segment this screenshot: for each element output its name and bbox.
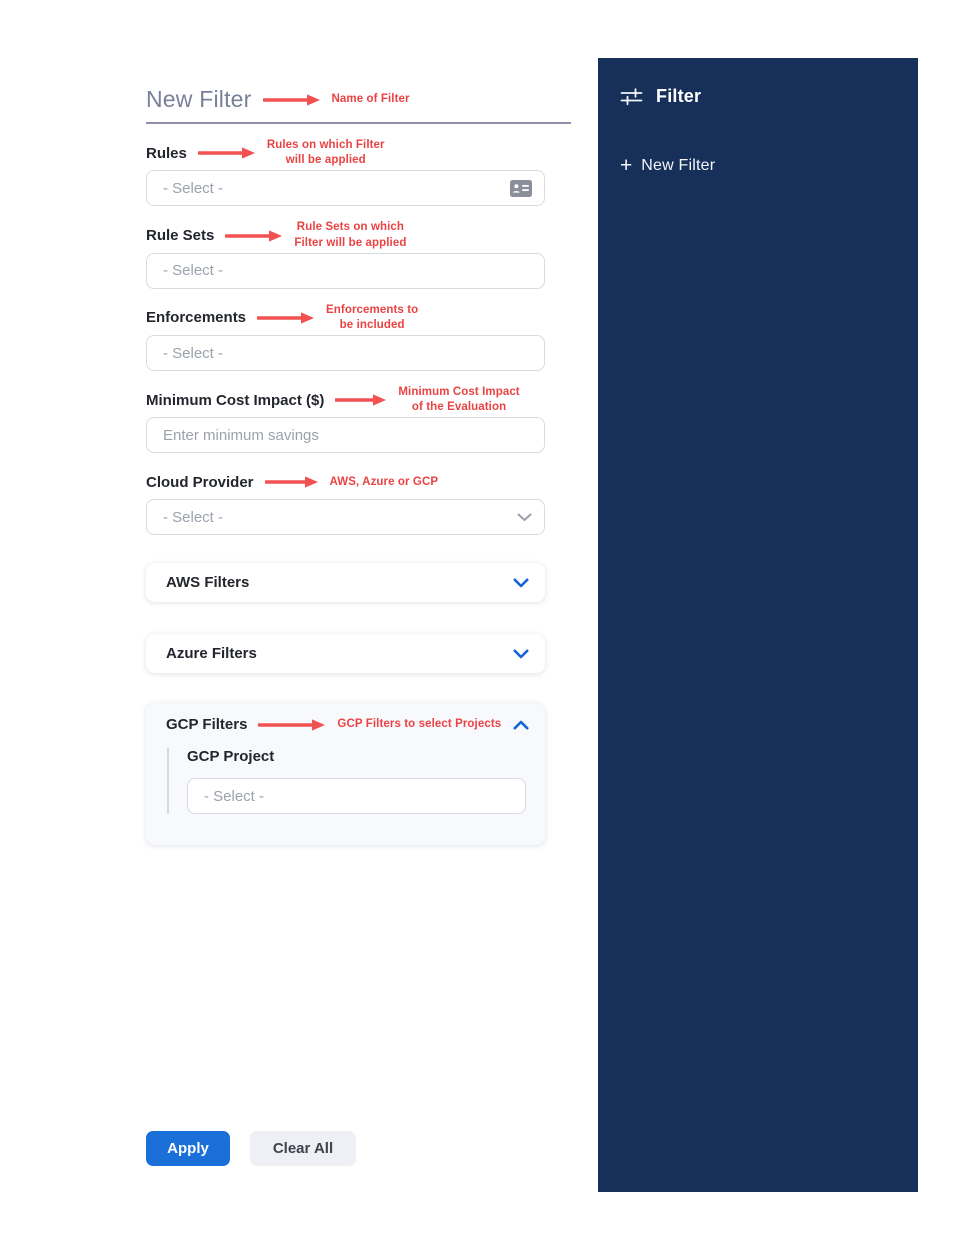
minimum-cost-label: Minimum Cost Impact ($) xyxy=(146,391,325,409)
annotation-arrow-icon xyxy=(225,229,283,243)
filter-name-row xyxy=(146,86,571,124)
chevron-down-icon xyxy=(513,578,529,588)
enforcements-select[interactable] xyxy=(146,335,545,371)
filter-name-input[interactable]: New Filter xyxy=(146,86,252,112)
chevron-down-icon xyxy=(517,513,532,522)
enforcements-label: Enforcements xyxy=(146,309,247,327)
contact-card-icon xyxy=(510,180,532,197)
rule-sets-select[interactable] xyxy=(146,253,545,289)
annotation-arrow-icon xyxy=(263,93,321,107)
aws-filters-section[interactable] xyxy=(146,563,545,602)
annotation-arrow-icon xyxy=(335,393,387,407)
enforcements-field xyxy=(146,303,546,371)
gcp-filters-body xyxy=(167,748,529,814)
annotation-rules: Rules on which Filter will be applied xyxy=(266,139,385,167)
annotation-name-of-filter: Name of Filter xyxy=(331,92,410,105)
gcp-project-select[interactable] xyxy=(187,778,526,814)
cloud-provider-label: Cloud Provider xyxy=(146,473,254,491)
annotation-enforcements: Enforcements to be included xyxy=(326,303,419,331)
rules-select-placeholder: - Select - xyxy=(163,179,224,197)
gcp-project-select-placeholder: - Select - xyxy=(204,787,265,805)
annotation-arrow-icon xyxy=(198,146,256,160)
new-filter-menu-label: New Filter xyxy=(641,156,716,174)
new-filter-form xyxy=(146,86,546,1166)
new-filter-menu-item[interactable] xyxy=(620,155,898,176)
azure-filters-section[interactable] xyxy=(146,634,545,673)
form-actions xyxy=(146,1131,546,1166)
apply-button[interactable]: Apply xyxy=(146,1131,230,1166)
gcp-filters-section xyxy=(146,703,545,845)
cloud-provider-select[interactable] xyxy=(146,499,545,535)
annotation-arrow-icon xyxy=(265,475,319,489)
sliders-icon xyxy=(620,87,643,106)
annotation-gcp-filters: GCP Filters to select Projects xyxy=(337,718,502,731)
enforcements-select-placeholder: - Select - xyxy=(163,344,224,362)
gcp-project-label: GCP Project xyxy=(187,748,275,766)
gcp-filters-header[interactable] xyxy=(166,716,529,733)
annotation-minimum-cost: Minimum Cost Impact of the Evaluation xyxy=(398,386,520,414)
rules-select[interactable] xyxy=(146,170,545,206)
minimum-cost-input[interactable] xyxy=(146,417,545,453)
aws-filters-label: AWS Filters xyxy=(166,574,250,592)
gcp-filters-label: GCP Filters xyxy=(166,716,248,734)
cloud-provider-field xyxy=(146,467,546,535)
filter-panel-title: Filter xyxy=(656,86,702,106)
azure-filters-label: Azure Filters xyxy=(166,645,257,663)
cloud-provider-select-placeholder: - Select - xyxy=(163,508,224,526)
filter-sidebar xyxy=(598,58,918,1192)
annotation-cloud-provider: AWS, Azure or GCP xyxy=(329,475,439,488)
chevron-up-icon xyxy=(513,720,529,730)
annotation-rule-sets: Rule Sets on which Filter will be applied xyxy=(294,221,407,249)
annotation-arrow-icon xyxy=(257,311,315,325)
minimum-cost-field xyxy=(146,385,546,453)
rule-sets-field xyxy=(146,220,546,288)
clear-all-button[interactable]: Clear All xyxy=(250,1131,356,1166)
rules-label: Rules xyxy=(146,144,187,162)
annotation-arrow-icon xyxy=(258,718,326,732)
filter-sidebar-header xyxy=(620,86,898,107)
rule-sets-label: Rule Sets xyxy=(146,227,215,245)
rules-field xyxy=(146,138,546,206)
chevron-down-icon xyxy=(513,649,529,659)
plus-icon: + xyxy=(620,154,633,177)
rule-sets-select-placeholder: - Select - xyxy=(163,262,224,280)
